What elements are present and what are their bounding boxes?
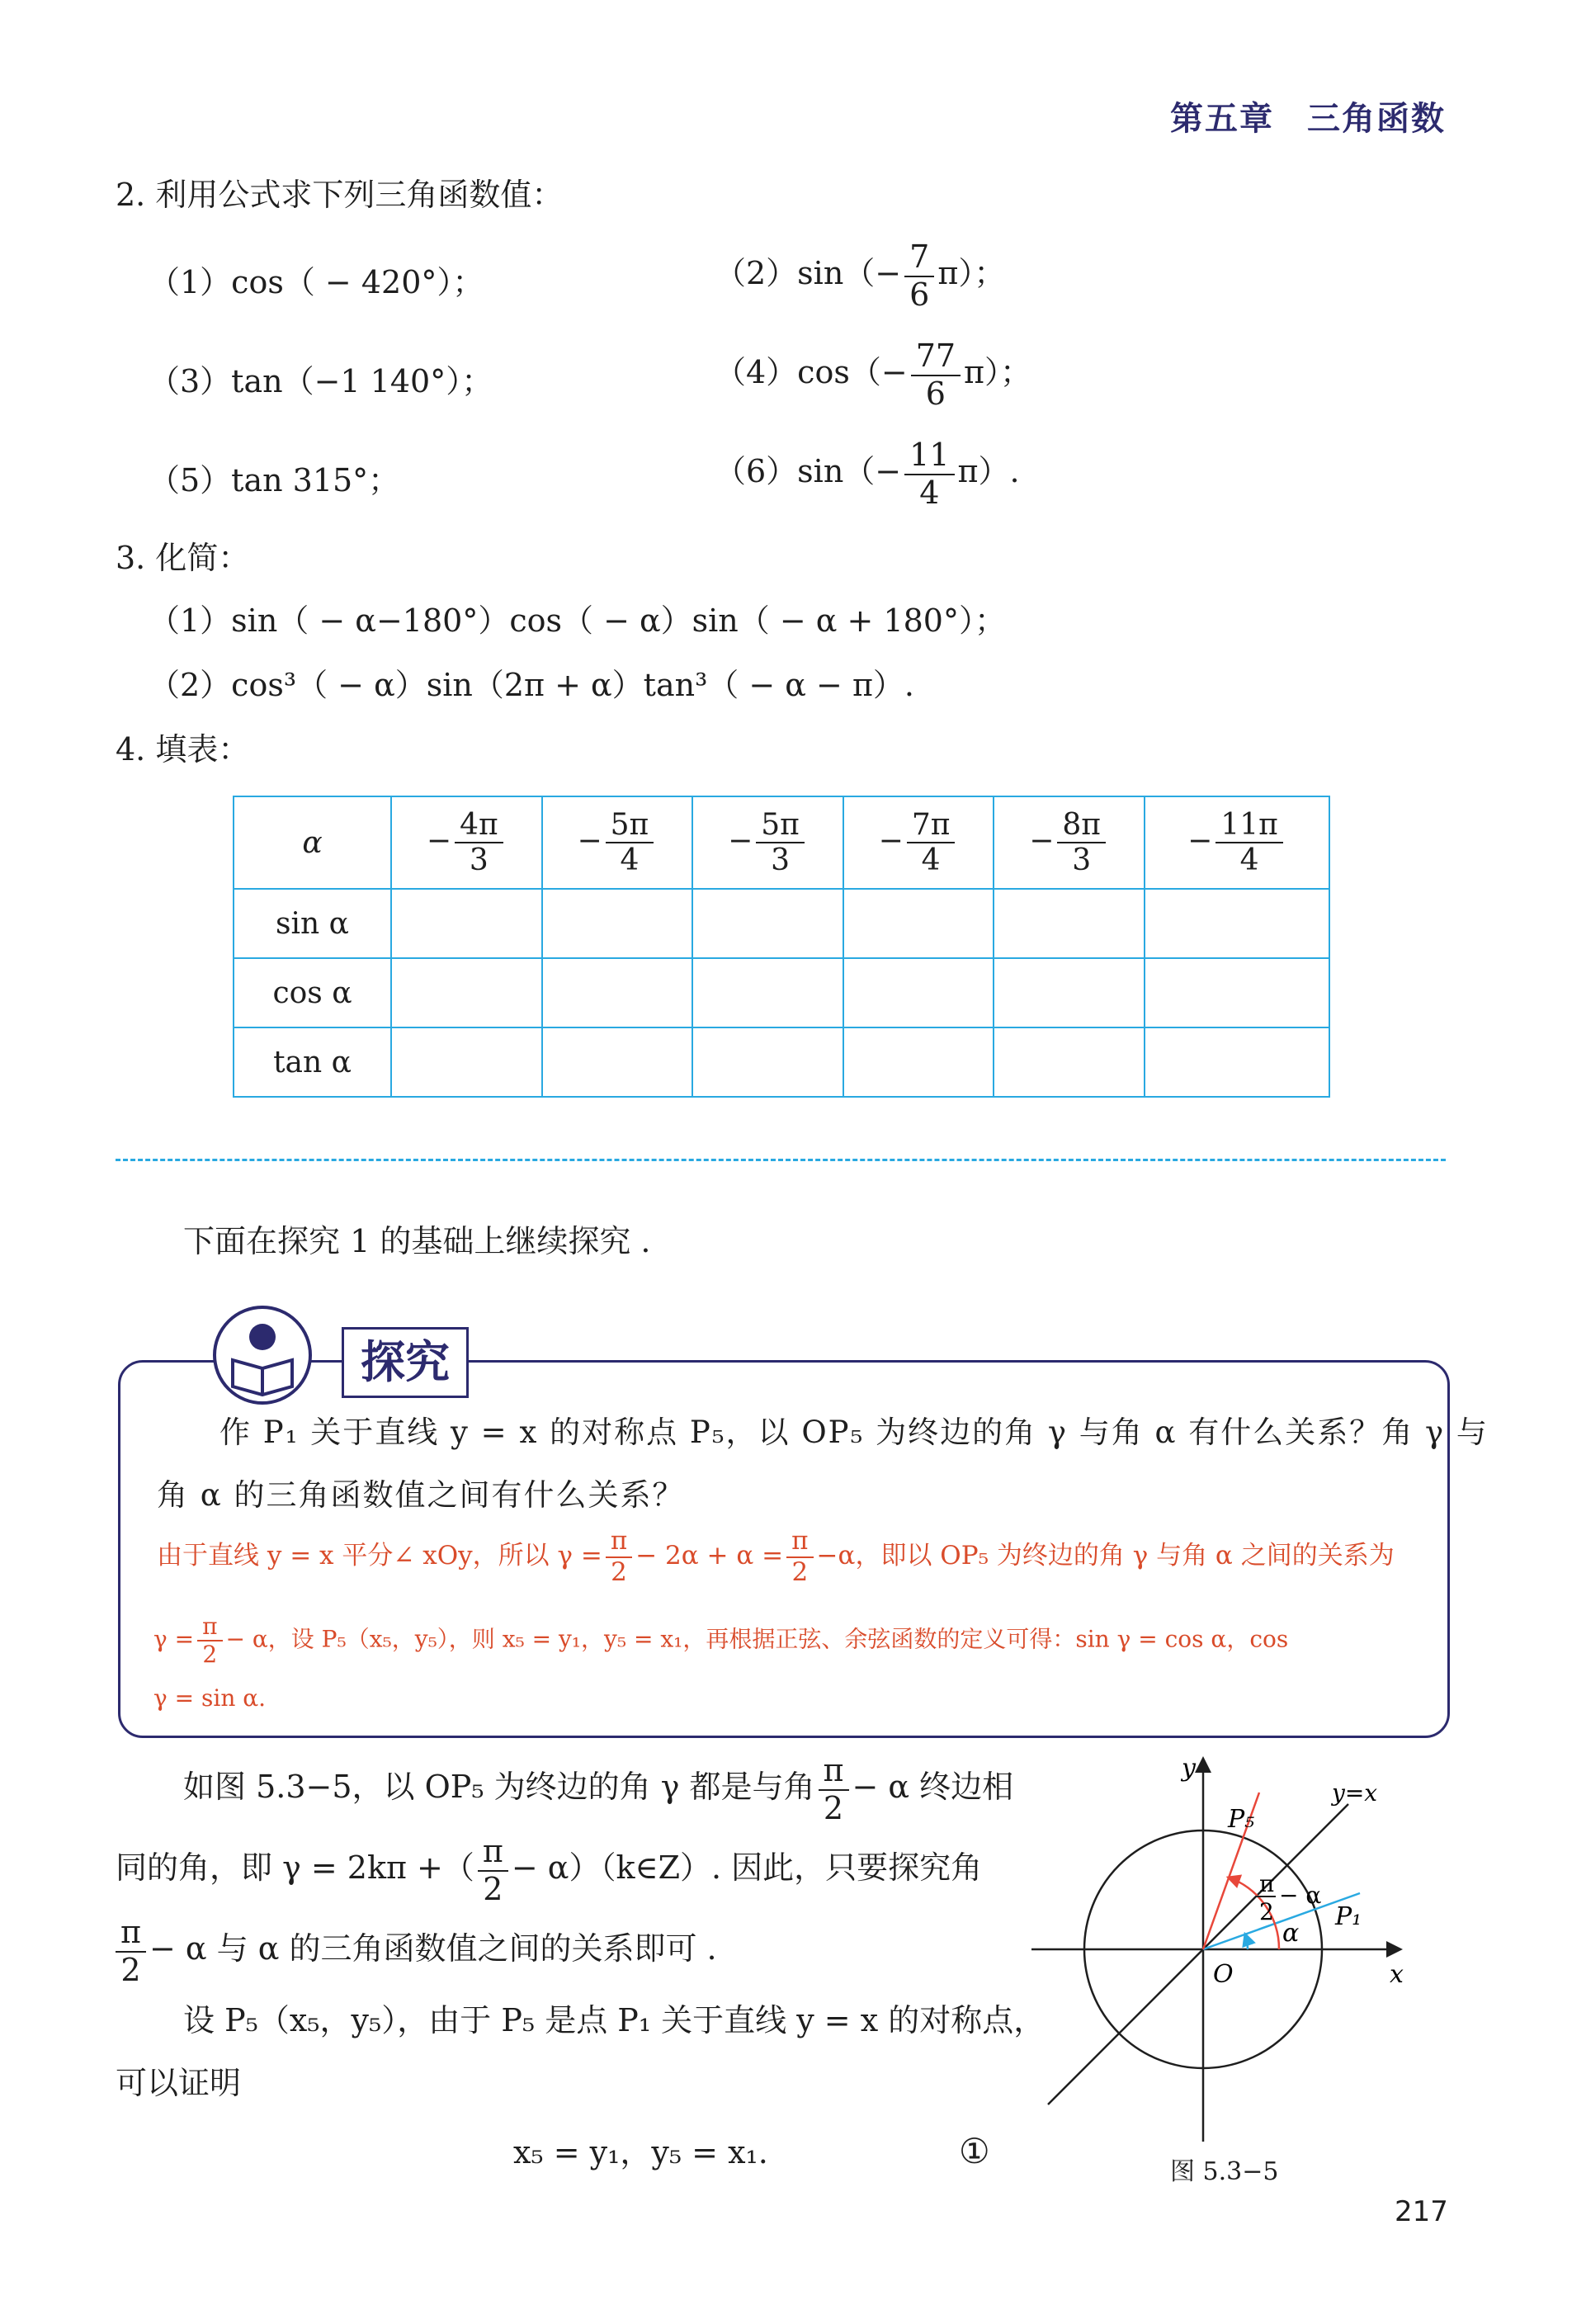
table-cell[interactable] xyxy=(391,958,542,1027)
intro-text: 下面在探究 1 的基础上继续探究 . xyxy=(183,1223,651,1259)
ex2-item-5: （5）tan 315°； xyxy=(149,462,400,498)
table-cell[interactable] xyxy=(843,958,994,1027)
angle-label-rest: − α xyxy=(1279,1882,1322,1909)
table-row-label: tan α xyxy=(234,1027,391,1097)
body-line-3: $\frac{\pi}{2}$ − α 与 α 的三角函数值之间的关系即可 . xyxy=(116,1915,717,1988)
exercise-3-title: 3. 化简： xyxy=(116,540,250,576)
explore-tag: 探究 xyxy=(342,1327,469,1398)
ex3-line-2: （2）cos³（ − α）sin（2π + α）tan³（ − α − π）. xyxy=(149,667,915,703)
body-line-4: 设 P₅（x₅，y₅），由于 P₅ 是点 P₁ 关于直线 y = x 的对称点， xyxy=(183,2002,1046,2038)
p1-label: P₁ xyxy=(1335,1902,1362,1931)
ex2-item-2: （2）sin（− $\frac{7}{6}$ π）； xyxy=(715,239,1006,313)
ex2-item-4: （4）cos（− $\frac{77}{6}$ π）； xyxy=(715,338,1032,412)
table-cell[interactable] xyxy=(843,1027,994,1097)
table-cell[interactable] xyxy=(542,958,693,1027)
table-row-label: cos α xyxy=(234,958,391,1027)
equation-1: x₅ = y₁，y₅ = x₁. xyxy=(513,2134,768,2170)
page-number: 217 xyxy=(1395,2195,1448,2228)
table-header-cell: − $\frac{5\pi}{4}$ xyxy=(542,796,693,889)
exercise-4-title: 4. 填表： xyxy=(116,731,250,768)
table-cell[interactable] xyxy=(994,1027,1145,1097)
p5-label: P₅ xyxy=(1228,1805,1255,1834)
table-cell[interactable] xyxy=(994,889,1145,958)
table-cell[interactable] xyxy=(692,958,843,1027)
ex2-item-3: （3）tan（−1 140°）； xyxy=(149,363,493,399)
explore-question-2: 角 α 的三角函数值之间有什么关系？ xyxy=(157,1477,685,1513)
chapter-title: 三角函数 xyxy=(1307,100,1446,138)
table-header-cell: − $\frac{4\pi}{3}$ xyxy=(391,796,542,889)
table-cell[interactable] xyxy=(1145,1027,1329,1097)
explore-answer-1: 由于直线 y = x 平分∠ xOy，所以 γ = $\frac{\pi}{2}$ − 2α + α = $\frac{\pi}{2}$ −α，即以 OP₅ 为终边的角 γ 与角 α 之间的关系为 xyxy=(157,1526,1395,1587)
table-header-cell: − $\frac{5\pi}{3}$ xyxy=(692,796,843,889)
table-cell[interactable] xyxy=(994,958,1145,1027)
table-cell[interactable] xyxy=(692,1027,843,1097)
angle-alpha-arc xyxy=(1245,1934,1248,1949)
y-label: y xyxy=(1182,1754,1196,1783)
body-line-5: 可以证明 xyxy=(116,2065,242,2101)
explore-answer-2: γ = $\frac{\pi}{2}$ − α，设 P₅（x₅，y₅），则 x₅ = y₁，y₅ = x₁，再根据正弦、余弦函数的定义可得：sin γ = cos α，cos xyxy=(153,1613,1289,1669)
figure-caption: 图 5.3−5 xyxy=(1170,2157,1279,2186)
table-header-cell: − $\frac{8\pi}{3}$ xyxy=(994,796,1145,889)
body-line-2: 同的角，即 γ = 2kπ +（ $\frac{\pi}{2}$ − α）（k∈Z）. 因此，只要探究角 xyxy=(116,1833,983,1907)
table-header-cell: − $\frac{7\pi}{4}$ xyxy=(843,796,994,889)
table-cell[interactable] xyxy=(542,889,693,958)
chapter-header xyxy=(1137,92,1446,139)
section-divider xyxy=(116,1159,1446,1161)
body-line-1: 如图 5.3−5，以 OP₅ 为终边的角 γ 都是与角 $\frac{\pi}{2}$ − α 终边相 xyxy=(183,1752,1014,1826)
chapter-number: 第五章 xyxy=(1170,100,1274,138)
line-label: y=x xyxy=(1332,1779,1378,1807)
fill-table xyxy=(233,796,1330,1098)
reader-icon xyxy=(211,1304,314,1406)
angle-label-den: 2 xyxy=(1259,1898,1274,1925)
equation-number: ① xyxy=(959,2131,990,2171)
angle-label-num: π xyxy=(1259,1870,1275,1897)
x-label: x xyxy=(1390,1960,1404,1989)
ex2-item-6: （6）sin（− $\frac{11}{4}$ π）. xyxy=(715,437,1020,511)
table-cell[interactable] xyxy=(542,1027,693,1097)
table-header-cell: − $\frac{11\pi}{4}$ xyxy=(1145,796,1329,889)
origin-label: O xyxy=(1213,1960,1234,1989)
alpha-label: α xyxy=(1282,1919,1300,1948)
table-row-label: sin α xyxy=(234,889,391,958)
explore-question-1: 作 P₁ 关于直线 y = x 的对称点 P₅，以 OP₅ 为终边的角 γ 与角 α 有什么关系？角 γ 与 xyxy=(219,1415,1489,1450)
table-cell[interactable] xyxy=(391,889,542,958)
line-y-equals-x xyxy=(1048,1804,1348,2104)
table-cell[interactable] xyxy=(391,1027,542,1097)
table-cell[interactable] xyxy=(692,889,843,958)
table-cell[interactable] xyxy=(1145,958,1329,1027)
ex2-item-1: （1）cos（ − 420°）； xyxy=(149,264,484,300)
exercise-2-title: 2. 利用公式求下列三角函数值： xyxy=(116,177,564,213)
explore-answer-3: γ = sin α. xyxy=(153,1684,267,1712)
ex3-line-1: （1）sin（ − α−180°）cos（ − α）sin（ − α + 180°）； xyxy=(149,602,1006,639)
table-corner: α xyxy=(234,796,391,889)
table-cell[interactable] xyxy=(843,889,994,958)
table-cell[interactable] xyxy=(1145,889,1329,958)
